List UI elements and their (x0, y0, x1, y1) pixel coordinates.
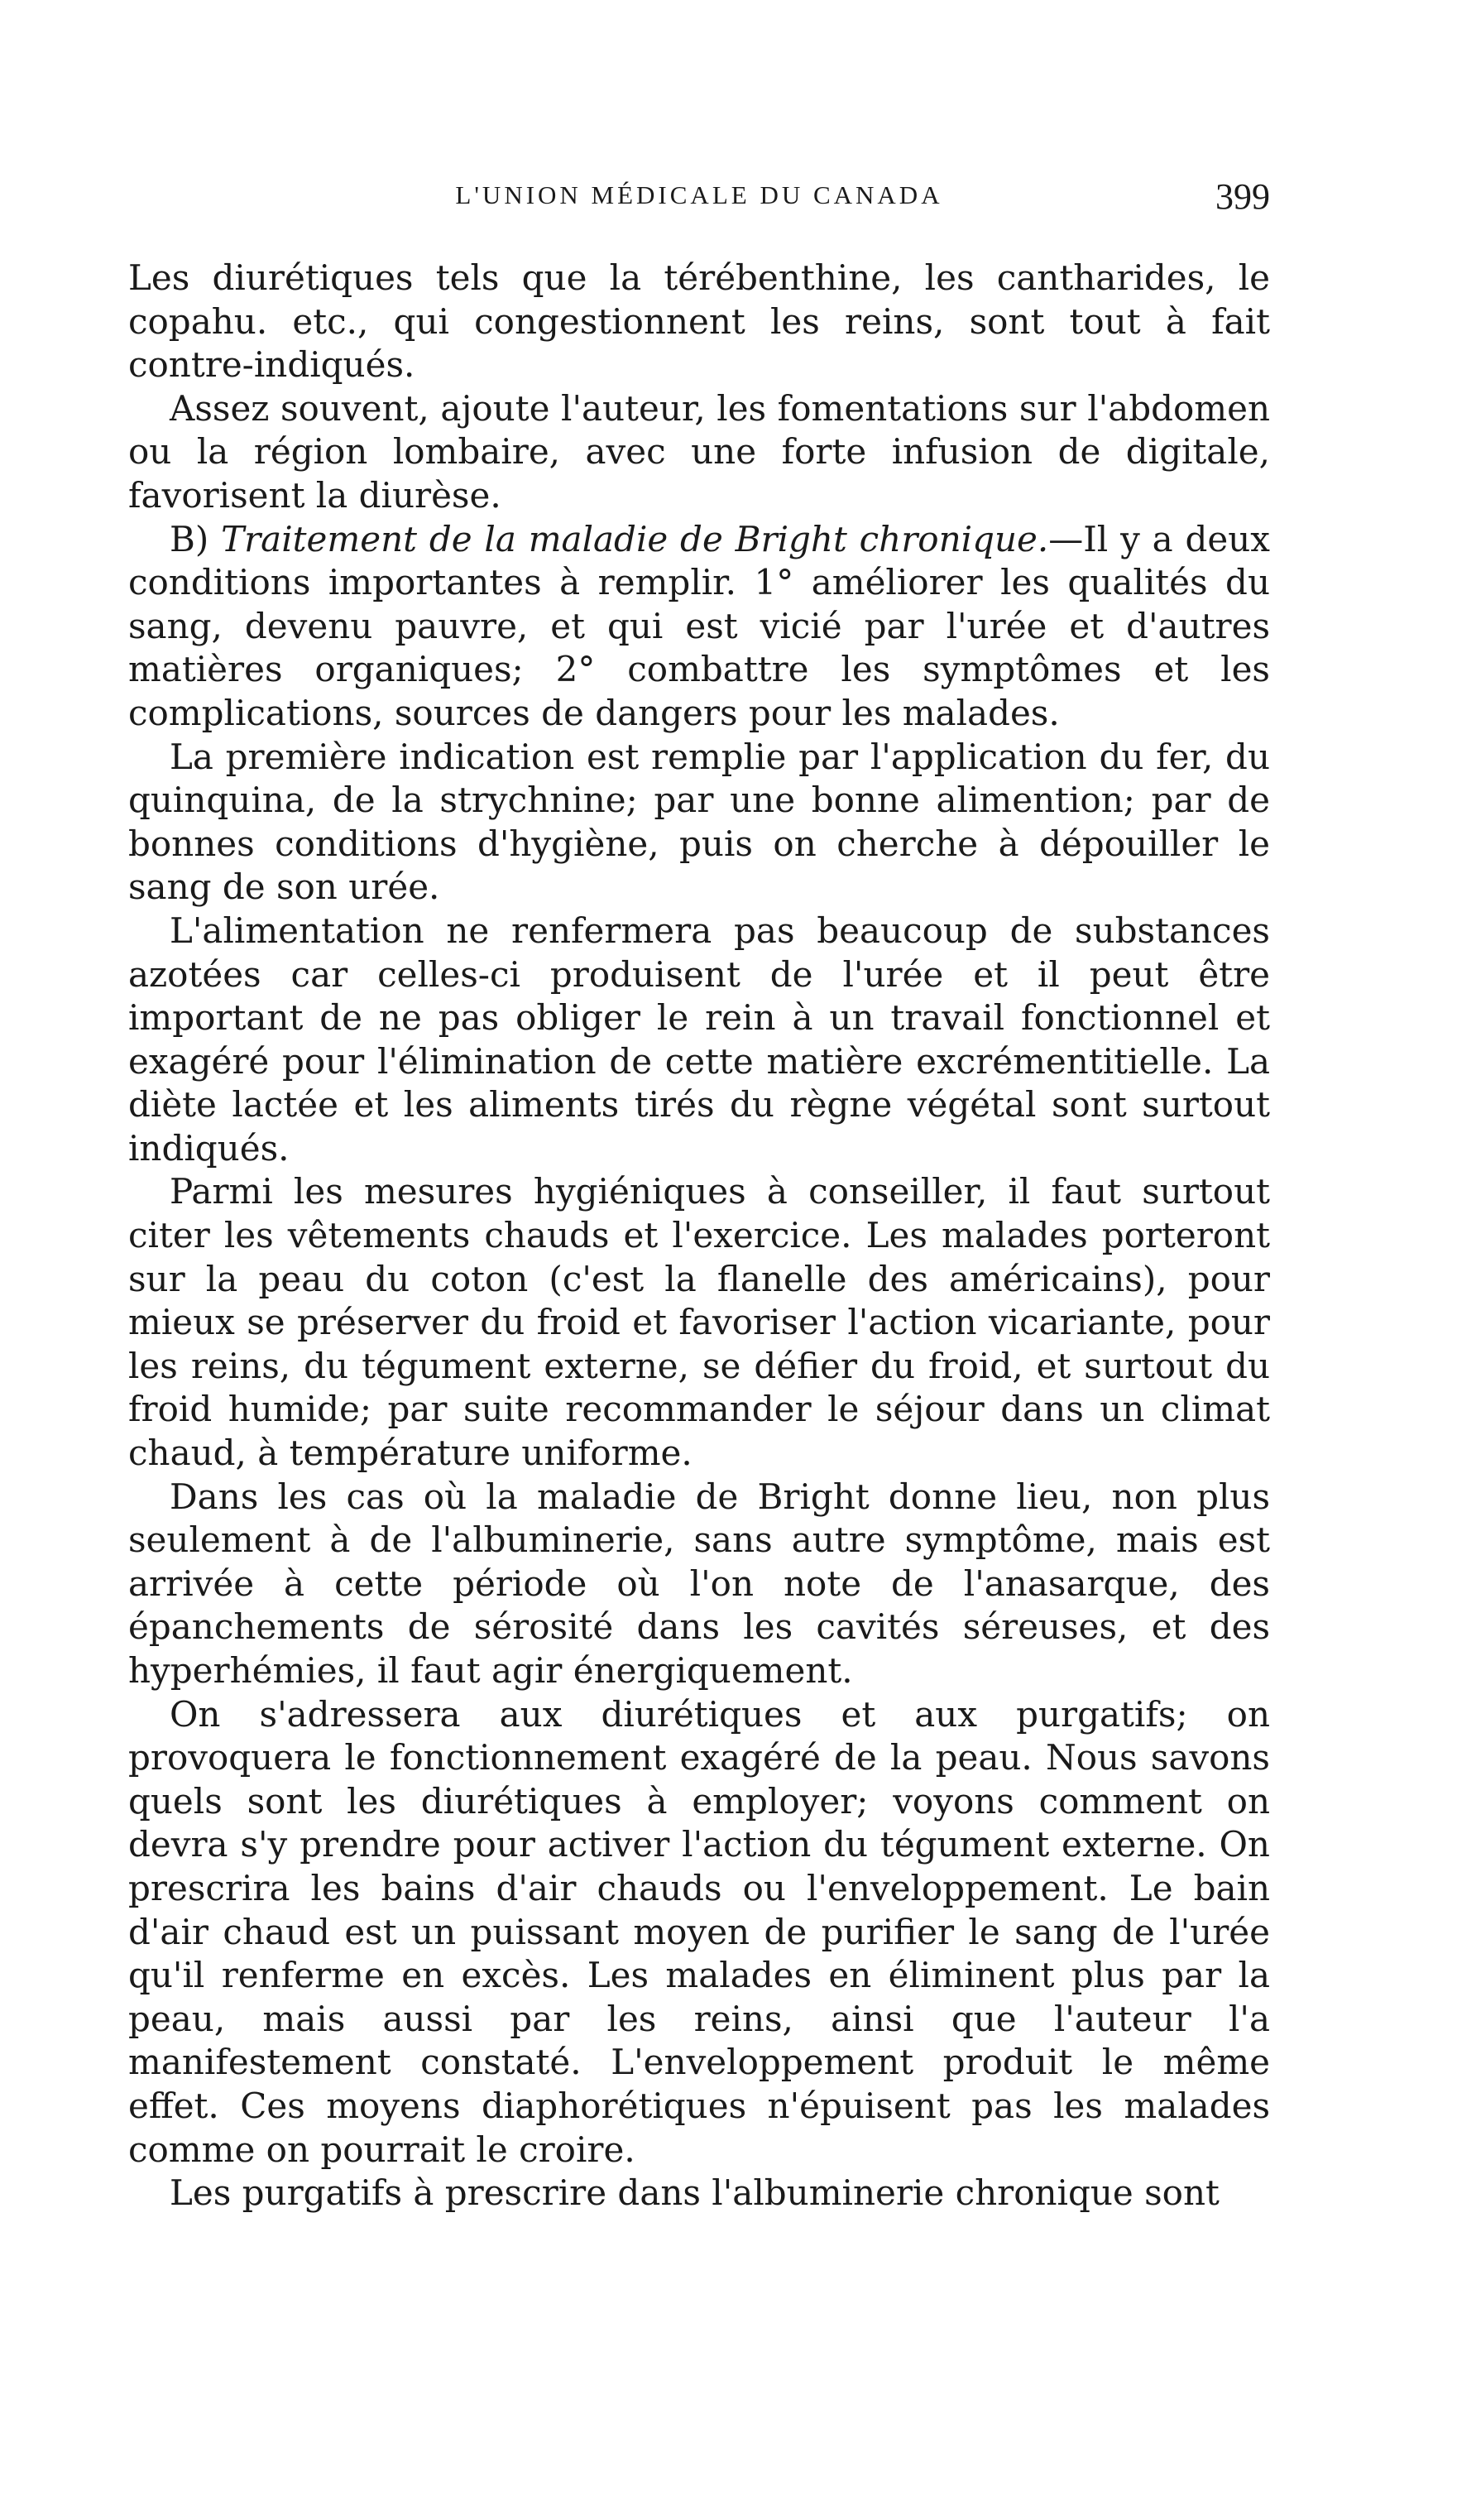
paragraph-9-text: Les purgatifs à prescrire dans l'albuminerie chronique sont (170, 2172, 1220, 2214)
section-heading: Traitement de la maladie de Bright chronique. (221, 518, 1049, 559)
page-header (128, 176, 1270, 230)
paragraph-9 (128, 2172, 1270, 2215)
paragraph-5-text: L'alimentation ne renfermera pas beaucoup de substances azotées car celles-ci produisent de l'urée et il peut être important de ne pas obliger le rein à un travail fonctionnel et exagéré pour l'élimination de cette matière excrémentitielle. La diète lactée et les aliments tirés du règne végétal sont surtout indiqués. (128, 910, 1270, 1169)
paragraph-7 (128, 1476, 1270, 1693)
paragraph-5 (128, 910, 1270, 1171)
paragraph-6-text: Parmi les mesures hygiéniques à conseiller, il faut surtout citer les vêtements chauds et l'exercice. Les malades porteront sur la peau du coton (c'est la flanelle des américains), pour mieux se préserver du froid et favoriser l'action vicariante, pour les reins, du tégument externe, se défier du froid, et surtout du froid humide; par suite recommander le séjour dans un climat chaud, à température uniforme. (128, 1171, 1270, 1474)
paragraph-6 (128, 1170, 1270, 1475)
page-number: 399 (1215, 176, 1270, 217)
running-title: L'UNION MÉDICALE DU CANADA (455, 180, 943, 209)
paragraph-1-text: Les diurétiques tels que la térébenthine, les cantharides, le copahu. etc., qui congestionnent les reins, sont tout à fait contre-indiqués. (128, 257, 1270, 386)
body-text (128, 257, 1270, 2215)
paragraph-3-text: —Il y a deux conditions importantes à remplir. 1° améliorer les qualités du sang, devenu pauvre, et qui est vicié par l'urée et d'autres matières organiques; 2° combattre les symptômes et les complications, sources de dangers pour les malades. (128, 518, 1270, 733)
paragraph-8 (128, 1693, 1270, 2172)
paragraph-4-text: La première indication est remplie par l'application du fer, du quinquina, de la strychnine; par une bonne alimention; par de bonnes conditions d'hygiène, puis on cherche à dépouiller le sang de son urée. (128, 736, 1270, 908)
paragraph-2 (128, 387, 1270, 518)
paragraph-4 (128, 736, 1270, 910)
paragraph-7-text: Dans les cas où la maladie de Bright donne lieu, non plus seulement à de l'albuminerie, sans autre symptôme, mais est arrivée à cette période où l'on note de l'anasarque, des épanchements de sérosité dans les cavités séreuses, et des hyperhémies, il faut agir énergiquement. (128, 1476, 1270, 1691)
paragraph-3 (128, 518, 1270, 736)
paragraph-2-text: Assez souvent, ajoute l'auteur, les fomentations sur l'abdomen ou la région lombaire, avec une forte infusion de digitale, favorisent la diurèse. (128, 387, 1270, 516)
paragraph-1 (128, 257, 1270, 387)
paragraph-8-text: On s'adressera aux diurétiques et aux purgatifs; on provoquera le fonctionnement exagéré de la peau. Nous savons quels sont les diurétiques à employer; voyons comment on devra s'y prendre pour activer l'action du tégument externe. On prescrira les bains d'air chauds ou l'enveloppement. Le bain d'air chaud est un puissant moyen de purifier le sang de l'urée qu'il renferme en excès. Les malades en éliminent plus par la peau, mais aussi par les reins, ainsi que l'auteur l'a manifestement constaté. L'enveloppement produit le même effet. Ces moyens diaphorétiques n'épuisent pas les malades comme on pourrait le croire. (128, 1693, 1270, 2170)
section-marker: B) (170, 518, 209, 559)
